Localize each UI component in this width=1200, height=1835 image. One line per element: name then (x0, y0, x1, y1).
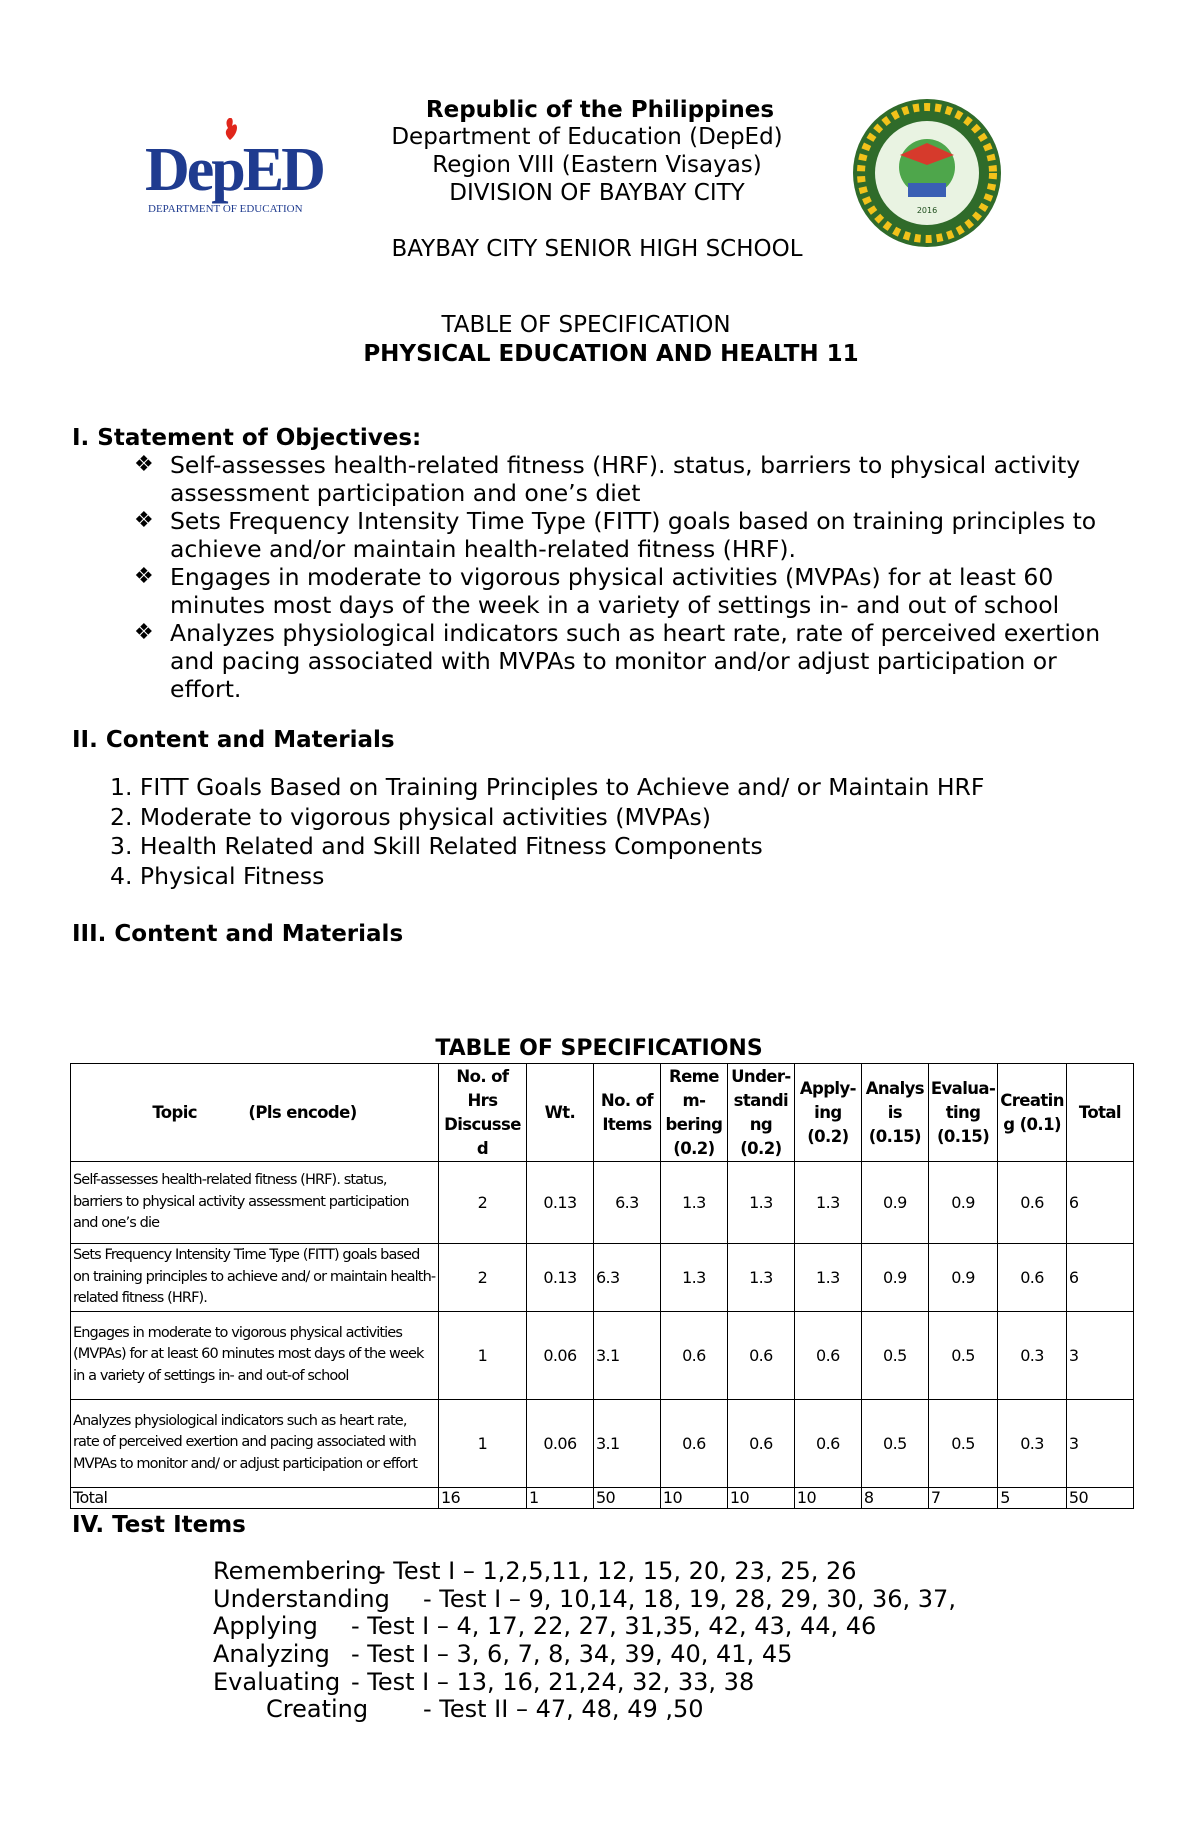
cell-items: 6.3 (593, 1162, 660, 1244)
cell-topic: Sets Frequency Intensity Time Type (FITT) goals based on training principles to achieve and/ or maintain health-related fitness (HRF). (71, 1244, 439, 1312)
table-header-row (71, 1064, 1134, 1162)
school-seal (848, 95, 1006, 250)
test-line-remembering: Remembering - Test I – 1,2,5,11, 12, 15, 20, 23, 25, 26 (213, 1557, 857, 1585)
diamond-bullet-icon: ❖ (134, 620, 154, 645)
col-remembering: Reme m- bering (0.2) (660, 1064, 727, 1162)
objective-item: ❖ Engages in moderate to vigorous physical activities (MVPAs) for at least 60 minutes most days of the week in a variety of settings in- and out of school (134, 563, 1060, 619)
objective-item: ❖ Self-assesses health-related fitness (HRF). status, barriers to physical activity assessment participation and one’s diet (134, 451, 1081, 507)
doc-type: TABLE OF SPECIFICATION (441, 312, 731, 338)
test-line-understanding: Understanding - Test I – 9, 10,14, 18, 19, 28, 29, 30, 36, 37, (213, 1584, 956, 1613)
cell-evaluating: 0.5 (928, 1311, 997, 1399)
total-label: Total (71, 1487, 439, 1508)
col-total: Total (1066, 1064, 1133, 1162)
diamond-bullet-icon: ❖ (134, 452, 154, 477)
section3-heading: III. Content and Materials (72, 921, 404, 947)
republic-heading: Republic of the Philippines (425, 97, 775, 123)
cell-analysis: 0.5 (861, 1399, 928, 1487)
cell-evaluating: 0.9 (928, 1244, 997, 1312)
cell-applying: 1.3 (794, 1162, 861, 1244)
cell-total: 6 (1066, 1244, 1133, 1312)
col-applying: Apply- ing (0.2) (794, 1064, 861, 1162)
cell-total: 3 (1066, 1311, 1133, 1399)
svg-text:2016: 2016 (916, 206, 938, 215)
test-line-analyzing: Analyzing - Test I – 3, 6, 7, 8, 34, 39, 40, 41, 45 (213, 1640, 793, 1669)
col-topic: Topic (Pls encode) (71, 1064, 439, 1162)
test-line-evaluating: Evaluating - Test I – 13, 16, 21,24, 32, 33, 38 (213, 1667, 755, 1696)
deped-logo-text: DepED (145, 136, 323, 204)
col-evaluating: Evalua- ting (0.15) (928, 1064, 997, 1162)
total-hrs: 16 (438, 1487, 526, 1508)
total-wt: 1 (526, 1487, 593, 1508)
division-line: DIVISION OF BAYBAY CITY (449, 180, 745, 206)
total-remembering: 10 (660, 1487, 727, 1508)
school-name: BAYBAY CITY SENIOR HIGH SCHOOL (391, 236, 803, 262)
col-hrs: No. of Hrs Discusse d (438, 1064, 526, 1162)
cell-total: 6 (1066, 1162, 1133, 1244)
cell-remembering: 1.3 (660, 1162, 727, 1244)
cell-items: 6.3 (593, 1244, 660, 1312)
cell-remembering: 0.6 (660, 1399, 727, 1487)
total-understanding: 10 (727, 1487, 794, 1508)
cell-analysis: 0.5 (861, 1311, 928, 1399)
cell-understanding: 1.3 (727, 1162, 794, 1244)
cell-items: 3.1 (593, 1399, 660, 1487)
total-analysis: 8 (861, 1487, 928, 1508)
table-row (71, 1244, 1134, 1312)
test-line-applying: Applying - Test I – 4, 17, 22, 27, 31,35, 42, 43, 44, 46 (213, 1612, 877, 1641)
col-items: No. of Items (593, 1064, 660, 1162)
cell-creating: 0.3 (998, 1399, 1067, 1487)
cell-hrs: 1 (438, 1399, 526, 1487)
total-total: 50 (1066, 1487, 1133, 1508)
cell-evaluating: 0.9 (928, 1162, 997, 1244)
content-item: 4. Physical Fitness (110, 861, 325, 890)
content-item: 1. FITT Goals Based on Training Principles to Achieve and/ or Maintain HRF (110, 773, 985, 801)
col-wt: Wt. (526, 1064, 593, 1162)
cell-applying: 1.3 (794, 1244, 861, 1312)
objectives-list (134, 451, 1124, 703)
region-line: Region VIII (Eastern Visayas) (432, 152, 762, 178)
cell-items: 3.1 (593, 1311, 660, 1399)
cell-hrs: 2 (438, 1244, 526, 1312)
objectives-heading: I. Statement of Objectives: (72, 425, 422, 451)
test-items-heading: IV. Test Items (72, 1512, 246, 1538)
diamond-bullet-icon: ❖ (134, 508, 154, 533)
cell-understanding: 0.6 (727, 1399, 794, 1487)
subject-title: PHYSICAL EDUCATION AND HEALTH 11 (363, 341, 859, 367)
content-heading: II. Content and Materials (72, 727, 395, 753)
cell-creating: 0.6 (998, 1162, 1067, 1244)
specification-table (70, 1063, 1134, 1509)
objective-item: ❖ Analyzes physiological indicators such as heart rate, rate of perceived exertion and pacing associated with MVPAs to monitor and/or adjust participation or effort. (134, 619, 1101, 703)
objective-item: ❖ Sets Frequency Intensity Time Type (FITT) goals based on training principles to achieve and/or maintain health-related fitness (HRF). (134, 507, 1097, 563)
cell-wt: 0.06 (526, 1399, 593, 1487)
test-items-list (213, 1557, 956, 1724)
col-analysis: Analys is (0.15) (861, 1064, 928, 1162)
col-creating: Creatin g (0.1) (998, 1064, 1067, 1162)
content-item: 2. Moderate to vigorous physical activities (MVPAs) (110, 802, 711, 831)
deped-logo (140, 118, 330, 218)
cell-analysis: 0.9 (861, 1244, 928, 1312)
cell-remembering: 1.3 (660, 1244, 727, 1312)
test-line-creating: Creating - Test II – 47, 48, 49 ,50 (266, 1695, 704, 1724)
table-row (71, 1311, 1134, 1399)
cell-topic: Engages in moderate to vigorous physical activities (MVPAs) for at least 60 minutes most days of the week in a variety of settings in- and out-of school (71, 1311, 439, 1399)
cell-topic: Self-assesses health-related fitness (HRF). status, barriers to physical activity assessment participation and one’s die (71, 1162, 439, 1244)
cell-remembering: 0.6 (660, 1311, 727, 1399)
total-applying: 10 (794, 1487, 861, 1508)
cell-creating: 0.6 (998, 1244, 1067, 1312)
col-understanding: Under- standi ng (0.2) (727, 1064, 794, 1162)
cell-creating: 0.3 (998, 1311, 1067, 1399)
cell-topic: Analyzes physiological indicators such as heart rate, rate of perceived exertion and pacing associated with MVPAs to monitor and/ or adjust participation or effort (71, 1399, 439, 1487)
table-title: TABLE OF SPECIFICATIONS (435, 1036, 763, 1061)
cell-wt: 0.13 (526, 1162, 593, 1244)
table-row (71, 1162, 1134, 1244)
deped-logo-sub: DEPARTMENT OF EDUCATION (148, 203, 303, 215)
table-row (71, 1399, 1134, 1487)
cell-wt: 0.06 (526, 1311, 593, 1399)
total-creating: 5 (998, 1487, 1067, 1508)
table-total-row (71, 1487, 1134, 1508)
cell-understanding: 1.3 (727, 1244, 794, 1312)
cell-hrs: 1 (438, 1311, 526, 1399)
total-evaluating: 7 (928, 1487, 997, 1508)
cell-understanding: 0.6 (727, 1311, 794, 1399)
content-item: 3. Health Related and Skill Related Fitness Components (110, 832, 763, 860)
department-line: Department of Education (DepEd) (391, 124, 783, 150)
cell-wt: 0.13 (526, 1244, 593, 1312)
cell-applying: 0.6 (794, 1311, 861, 1399)
cell-applying: 0.6 (794, 1399, 861, 1487)
diamond-bullet-icon: ❖ (134, 564, 154, 589)
cell-hrs: 2 (438, 1162, 526, 1244)
content-list (110, 773, 984, 891)
cell-evaluating: 0.5 (928, 1399, 997, 1487)
cell-total: 3 (1066, 1399, 1133, 1487)
cell-analysis: 0.9 (861, 1162, 928, 1244)
total-items: 50 (593, 1487, 660, 1508)
